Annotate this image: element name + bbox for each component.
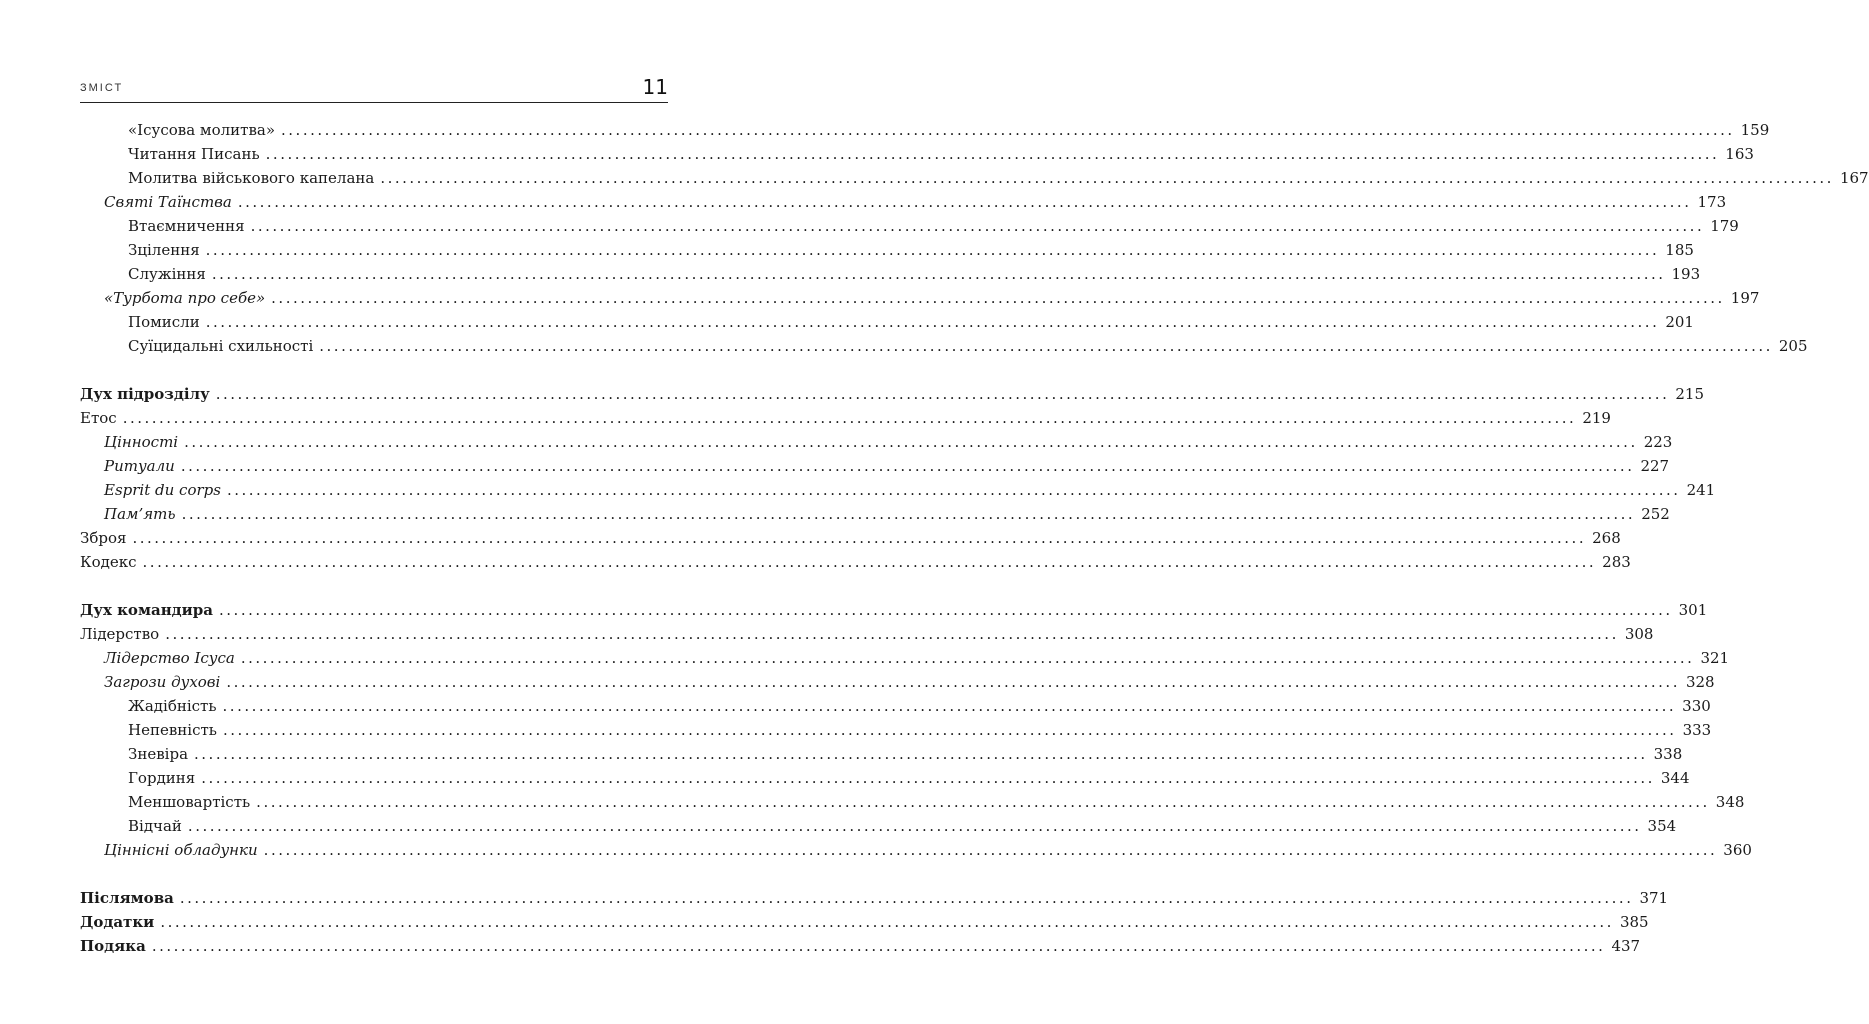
toc-entry-label: Читання Писань: [128, 145, 260, 163]
dot-leader: ........................................................................................................................................................................................................: [151, 937, 1606, 955]
toc-entry: [80, 910, 1649, 934]
toc-entry-label: Суїцидальні схильності: [128, 337, 314, 355]
toc-entry: [80, 886, 1669, 910]
toc-entry-page: 268: [1592, 529, 1621, 547]
toc-entry-label: Відчай: [128, 817, 182, 835]
dot-leader: ........................................................................................................................................................................................................: [271, 289, 1725, 307]
toc-entry-page: 185: [1665, 241, 1694, 259]
dot-leader: ........................................................................................................................................................................................................: [250, 217, 1705, 235]
toc-entry-label: Лідерство: [80, 625, 160, 643]
dot-leader: ........................................................................................................................................................................................................: [226, 481, 1681, 499]
toc-entry-page: 283: [1602, 553, 1631, 571]
toc-entry: [80, 766, 1690, 790]
dot-leader: ........................................................................................................................................................................................................: [319, 337, 1773, 355]
section-title: ЗМІСТ: [80, 82, 124, 94]
toc-entry-page: 205: [1778, 337, 1808, 355]
toc-entry-page: 219: [1582, 409, 1611, 427]
dot-leader: ........................................................................................................................................................................................................: [222, 697, 1677, 715]
toc-entry: [80, 646, 1730, 670]
table-of-contents: [80, 118, 1869, 958]
dot-leader: ........................................................................................................................................................................................................: [265, 145, 1720, 163]
dot-leader: ........................................................................................................................................................................................................: [122, 409, 1577, 427]
toc-entry: [80, 934, 1641, 958]
toc-entry: [80, 718, 1712, 742]
toc-entry-page: 371: [1639, 889, 1669, 907]
toc-entry: [80, 478, 1716, 502]
toc-entry-page: 173: [1697, 193, 1727, 211]
toc-entry-label: Лідерство Ісуса: [104, 649, 235, 667]
toc-entry: [80, 142, 1754, 166]
toc-entry-label: Молитва військового капелана: [128, 169, 375, 187]
dot-leader: ........................................................................................................................................................................................................: [219, 601, 1673, 619]
dot-leader: ........................................................................................................................................................................................................: [256, 793, 1710, 811]
toc-entry-label: Загрози духові: [104, 673, 221, 691]
dot-leader: ........................................................................................................................................................................................................: [205, 313, 1660, 331]
toc-entry-label: Зброя: [80, 529, 127, 547]
toc-entry-page: 437: [1611, 937, 1641, 955]
toc-entry: [80, 790, 1745, 814]
toc-entry: [80, 334, 1808, 358]
dot-leader: ........................................................................................................................................................................................................: [226, 673, 1680, 691]
toc-entry-label: «Ісусова молитва»: [128, 121, 276, 139]
toc-entry: [80, 262, 1701, 286]
toc-entry: [80, 382, 1704, 406]
page-number: 11: [642, 75, 668, 99]
toc-entry-page: 360: [1723, 841, 1752, 859]
toc-entry-page: 330: [1682, 697, 1711, 715]
toc-entry-page: 167: [1839, 169, 1869, 187]
toc-entry-label: Етос: [80, 409, 117, 427]
dot-leader: ........................................................................................................................................................................................................: [380, 169, 1834, 187]
toc-entry: [80, 670, 1715, 694]
toc-entry-label: «Турбота про себе»: [104, 289, 266, 307]
toc-entry-label: Ціннісні обладунки: [104, 841, 258, 859]
toc-entry-label: Зцілення: [128, 241, 200, 259]
toc-entry-label: Подяка: [80, 937, 146, 955]
toc-entry-page: 193: [1671, 265, 1701, 283]
toc-entry: [80, 742, 1683, 766]
toc-entry-label: Помисли: [128, 313, 200, 331]
toc-entry: [80, 454, 1670, 478]
toc-entry: [80, 286, 1760, 310]
dot-leader: ........................................................................................................................................................................................................: [205, 241, 1660, 259]
toc-entry: [80, 430, 1673, 454]
toc-entry: [80, 814, 1677, 838]
toc-entry-label: Ритуали: [104, 457, 175, 475]
toc-entry: [80, 190, 1727, 214]
running-header: [80, 72, 668, 103]
dot-leader: ........................................................................................................................................................................................................: [194, 745, 1648, 763]
toc-entry-label: Дух підрозділу: [80, 385, 210, 403]
toc-entry-label: Кодекс: [80, 553, 137, 571]
toc-entry-page: 354: [1647, 817, 1677, 835]
toc-entry-page: 321: [1700, 649, 1730, 667]
dot-leader: ........................................................................................................................................................................................................: [281, 121, 1735, 139]
toc-entry-page: 241: [1686, 481, 1716, 499]
dot-leader: ........................................................................................................................................................................................................: [211, 265, 1666, 283]
toc-entry-page: 328: [1685, 673, 1715, 691]
dot-leader: ........................................................................................................................................................................................................: [132, 529, 1587, 547]
toc-entry-label: Esprit du corps: [104, 481, 221, 499]
toc-entry: [80, 838, 1752, 862]
toc-entry-page: 338: [1653, 745, 1683, 763]
toc-entry-label: Жадібність: [128, 697, 217, 715]
toc-entry-label: Меншовартість: [128, 793, 251, 811]
toc-entry: [80, 310, 1694, 334]
dot-leader: ........................................................................................................................................................................................................: [181, 505, 1636, 523]
dot-leader: ........................................................................................................................................................................................................: [165, 625, 1619, 643]
dot-leader: ........................................................................................................................................................................................................: [179, 889, 1634, 907]
toc-entry-label: Святі Таїнства: [104, 193, 232, 211]
toc-entry-label: Цінності: [104, 433, 179, 451]
toc-entry: [80, 502, 1670, 526]
toc-entry: [80, 526, 1621, 550]
toc-entry: [80, 238, 1694, 262]
toc-entry: [80, 118, 1770, 142]
toc-entry: [80, 214, 1739, 238]
toc-entry-page: 348: [1715, 793, 1745, 811]
toc-entry-label: Зневіра: [128, 745, 189, 763]
dot-leader: ........................................................................................................................................................................................................: [222, 721, 1677, 739]
toc-entry-page: 159: [1740, 121, 1770, 139]
toc-entry-page: 385: [1619, 913, 1649, 931]
dot-leader: ........................................................................................................................................................................................................: [142, 553, 1597, 571]
toc-entry-page: 344: [1660, 769, 1690, 787]
toc-entry-page: 227: [1640, 457, 1670, 475]
toc-entry-label: Післямова: [80, 889, 174, 907]
toc-entry-label: Дух командира: [80, 601, 214, 619]
toc-entry-page: 308: [1624, 625, 1654, 643]
dot-leader: ........................................................................................................................................................................................................: [215, 385, 1670, 403]
dot-leader: ........................................................................................................................................................................................................: [160, 913, 1614, 931]
dot-leader: ........................................................................................................................................................................................................: [237, 193, 1692, 211]
toc-entry: [80, 598, 1708, 622]
dot-leader: ........................................................................................................................................................................................................: [180, 457, 1635, 475]
toc-entry-label: Служіння: [128, 265, 206, 283]
dot-leader: ........................................................................................................................................................................................................: [184, 433, 1638, 451]
toc-entry-page: 215: [1675, 385, 1704, 403]
toc-entry-page: 163: [1725, 145, 1754, 163]
toc-entry: [80, 166, 1869, 190]
toc-entry-label: Додатки: [80, 913, 155, 931]
toc-entry-page: 197: [1730, 289, 1760, 307]
toc-entry: [80, 622, 1654, 646]
dot-leader: ........................................................................................................................................................................................................: [187, 817, 1642, 835]
dot-leader: ........................................................................................................................................................................................................: [201, 769, 1655, 787]
toc-entry-label: Пам’ять: [104, 505, 176, 523]
toc-entry-page: 223: [1643, 433, 1673, 451]
toc-entry-page: 201: [1665, 313, 1694, 331]
toc-entry: [80, 406, 1611, 430]
dot-leader: ........................................................................................................................................................................................................: [240, 649, 1695, 667]
toc-entry-label: Втаємничення: [128, 217, 245, 235]
dot-leader: ........................................................................................................................................................................................................: [263, 841, 1718, 859]
toc-entry: [80, 694, 1711, 718]
toc-entry: [80, 550, 1631, 574]
toc-entry-page: 333: [1682, 721, 1712, 739]
toc-entry-page: 301: [1678, 601, 1708, 619]
toc-entry-page: 252: [1641, 505, 1670, 523]
toc-entry-label: Непевність: [128, 721, 217, 739]
toc-entry-label: Гординя: [128, 769, 196, 787]
toc-entry-page: 179: [1710, 217, 1739, 235]
